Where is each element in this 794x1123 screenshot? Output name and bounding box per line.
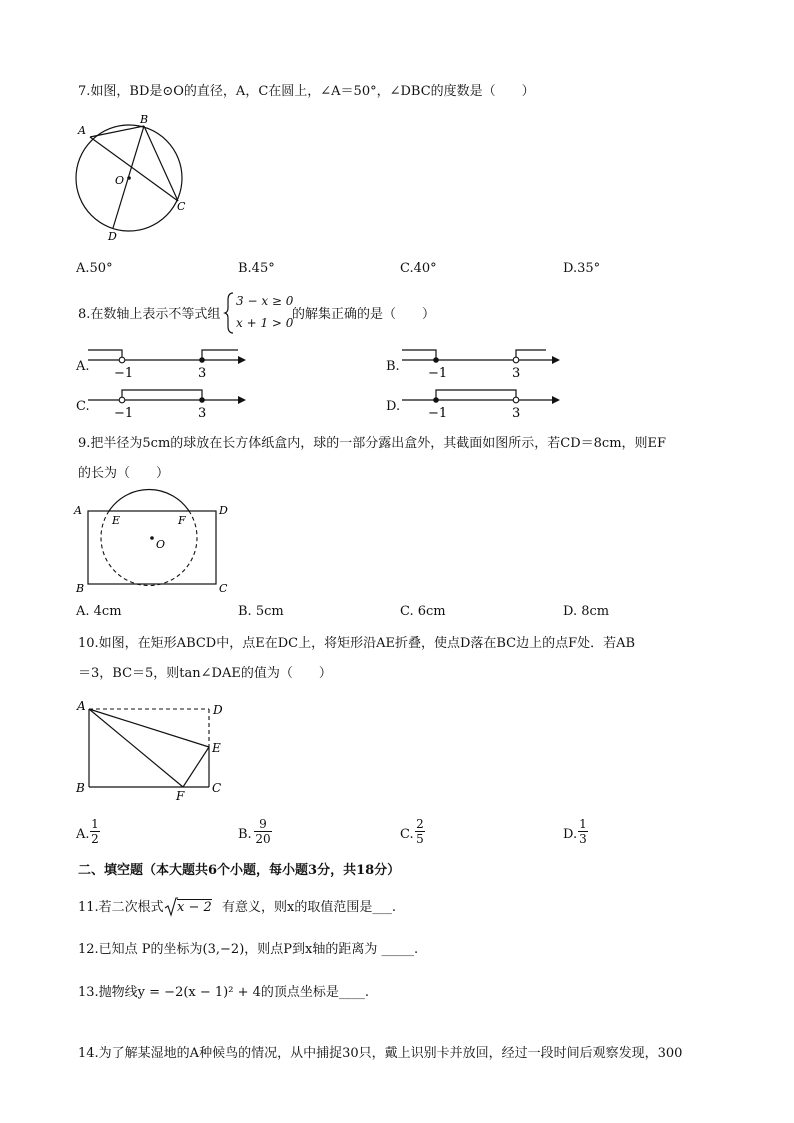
q8-c-tick-right: 3	[198, 406, 207, 421]
q10-option-d-fraction: 1 3	[579, 817, 587, 846]
q9-label-b: B	[76, 582, 85, 595]
q8-b-tick-right: 3	[512, 366, 521, 381]
q9-label-e: E	[112, 514, 121, 527]
q8-ineq-2: x + 1 > 0	[236, 316, 294, 330]
q8-number-line-c	[88, 384, 248, 424]
q9-option-b: B. 5cm	[238, 604, 284, 619]
q9-option-c: C. 6cm	[400, 604, 446, 619]
q8-stem-post: 的解集正确的是（ ）	[292, 307, 436, 322]
q10-label-c: C	[212, 781, 222, 795]
q7-label-c: C	[177, 200, 186, 213]
q8-c-tick-left: −1	[114, 406, 134, 421]
q9-rectangle	[88, 511, 216, 584]
q10-segment-ef	[183, 747, 209, 787]
q10-label-b: B	[76, 781, 85, 795]
q10-option-a-fraction: 1 2	[91, 817, 99, 846]
q7-chord-bc	[144, 126, 178, 201]
q7-option-c: C.40°	[400, 261, 437, 276]
q12-text: 12.已知点 P的坐标为(3,−2)，则点P到x轴的距离为 _____.	[78, 942, 419, 957]
q7-center-dot	[127, 176, 131, 180]
q7-chord-ac	[90, 137, 178, 201]
q10-label-a: A	[77, 699, 86, 713]
q11-pre: 11.若二次根式	[78, 900, 164, 915]
q8-number-line-a	[88, 344, 248, 384]
q9-option-d: D. 8cm	[563, 604, 610, 619]
q7-stem: 7.如图，BD是⊙O的直径，A，C在圆上，∠A＝50°，∠DBC的度数是（ ）	[78, 84, 535, 99]
q11-radical-sign	[164, 897, 178, 917]
q10-stem-line2: ＝3，BC＝5，则tan∠DAE的值为（ ）	[78, 666, 332, 681]
q10-option-a-letter: A.	[76, 827, 90, 842]
q7-option-a: A.50°	[76, 261, 113, 276]
q10-option-c-letter: C.	[400, 827, 414, 842]
q8-brace	[225, 292, 235, 334]
q7-option-d: D.35°	[563, 261, 601, 276]
q10-label-f: F	[176, 789, 185, 803]
q13-text: 13.抛物线y = −2(x − 1)² + 4的顶点坐标是____.	[78, 985, 370, 1000]
q8-option-d-letter: D.	[386, 399, 401, 414]
q9-option-a: A. 4cm	[76, 604, 122, 619]
q7-circle-figure	[70, 112, 200, 242]
q8-a-tick-right: 3	[198, 366, 207, 381]
q10-stem-line1: 10.如图，在矩形ABCD中，点E在DC上，将矩形沿AE折叠，使点D落在BC边上的点F处．若AB	[78, 636, 636, 651]
q9-label-c: C	[219, 582, 228, 595]
q10-option-b-letter: B.	[238, 827, 252, 842]
q9-stem-line1: 9.把半径为5cm的球放在长方体纸盒内，球的一部分露出盒外，其截面如图所示，若CD＝8cm，则EF	[78, 436, 667, 451]
q9-box-ball-figure	[72, 486, 242, 596]
q8-d-tick-right: 3	[512, 406, 521, 421]
q7-label-d: D	[108, 230, 117, 243]
q9-label-d: D	[219, 504, 228, 517]
q8-ineq-1: 3 − x ≥ 0	[236, 294, 294, 308]
q10-option-b-fraction: 9 20	[255, 817, 271, 846]
q7-chord-ab	[90, 126, 144, 137]
q7-option-b: B.45°	[238, 261, 275, 276]
q9-label-o: O	[156, 538, 166, 551]
q10-rectangle-figure	[72, 696, 242, 801]
q10-label-e: E	[212, 741, 221, 755]
q9-arc-above	[109, 490, 189, 511]
q10-fold-ae	[89, 709, 209, 747]
q8-a-tick-left: −1	[114, 366, 134, 381]
q9-center-dot	[150, 536, 154, 540]
q7-label-a: A	[78, 124, 86, 137]
q8-option-a-letter: A.	[76, 359, 90, 374]
q8-b-tick-left: −1	[428, 366, 448, 381]
q8-stem-pre: 8.在数轴上表示不等式组	[78, 307, 221, 322]
q10-label-d: D	[213, 703, 223, 717]
q10-segment-af	[89, 709, 183, 787]
q8-option-c-letter: C.	[76, 399, 90, 414]
section-2-title: 二、填空题（本大题共6个小题，每小题3分，共18分）	[78, 863, 401, 878]
q8-number-line-b	[402, 344, 562, 384]
q11-post: 有意义，则x的取值范围是___.	[222, 900, 396, 915]
q8-option-b-letter: B.	[386, 359, 400, 374]
q7-label-b: B	[140, 113, 149, 126]
q14-text: 14.为了解某湿地的A种候鸟的情况，从中捕捉30只，戴上识别卡并放回，经过一段时间后观察发现，300	[78, 1046, 683, 1061]
q11-radicand: x − 2	[177, 900, 212, 915]
q10-option-c-fraction: 2 5	[416, 817, 424, 846]
q9-label-f: F	[178, 514, 186, 527]
q7-label-o: O	[115, 174, 125, 187]
q8-number-line-d	[402, 384, 562, 424]
q9-stem-line2: 的长为（ ）	[78, 466, 170, 481]
q9-label-a: A	[74, 504, 82, 517]
q10-option-d-letter: D.	[563, 827, 578, 842]
q8-d-tick-left: −1	[428, 406, 448, 421]
